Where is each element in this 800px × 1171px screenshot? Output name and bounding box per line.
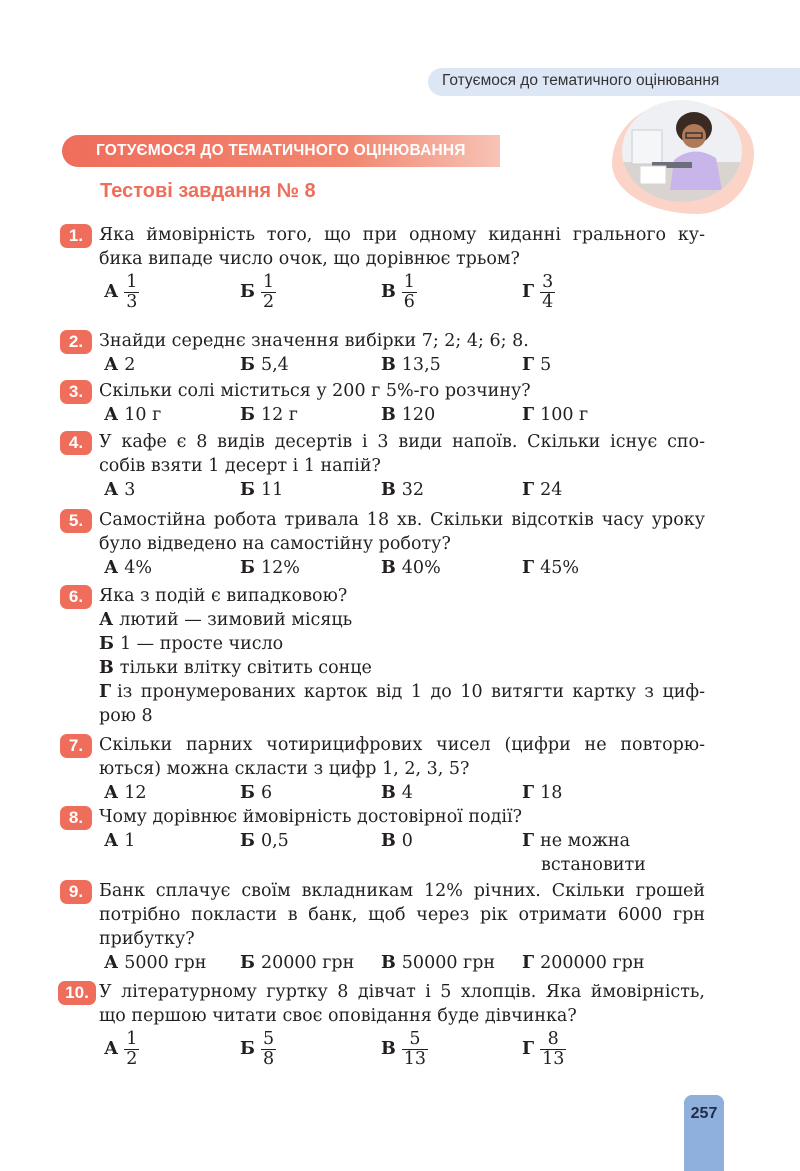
option-b — [240, 1030, 276, 1070]
option-letter: В — [381, 953, 396, 973]
option-letter: А — [99, 610, 114, 630]
option-b — [99, 634, 283, 654]
option-text: 32 — [401, 480, 425, 500]
option-letter: Г — [522, 953, 535, 973]
option-letter: В — [381, 405, 396, 425]
option-letter: Г — [522, 558, 535, 578]
option-letter: А — [104, 1039, 119, 1060]
option-letter: Б — [240, 1039, 255, 1060]
option-text: 100 г — [540, 405, 589, 425]
fraction — [261, 1030, 276, 1070]
option-letter: Г — [522, 480, 535, 500]
option-v — [381, 405, 435, 425]
question-text: Скільки солі міститься у 200 г 5%-го розчину? — [99, 381, 531, 401]
option-v — [381, 355, 441, 375]
option-a — [104, 831, 135, 851]
option-letter: Б — [240, 558, 255, 578]
option-letter: Б — [240, 355, 255, 375]
option-text: 20000 грн — [260, 953, 355, 973]
option-a — [104, 783, 147, 803]
option-text: 13,5 — [401, 355, 441, 375]
option-text: 6 — [260, 783, 273, 803]
option-v — [381, 558, 441, 578]
option-a — [104, 480, 135, 500]
question-text: Знайди середнє значення вибірки 7; 2; 4; 6; 8. — [99, 331, 529, 351]
option-text: 3 — [124, 480, 136, 500]
option-text: 0,5 — [260, 831, 289, 851]
option-g-continuation: встановити — [541, 855, 646, 875]
option-letter: В — [381, 355, 396, 375]
option-text: 0 — [401, 831, 413, 851]
option-g — [522, 405, 588, 425]
option-letter: Б — [240, 783, 255, 803]
option-letter: А — [104, 480, 119, 500]
option-letter: В — [381, 480, 396, 500]
question-number: 8. — [60, 806, 92, 830]
option-letter: Б — [240, 831, 255, 851]
numerator: 3 — [542, 272, 554, 292]
option-letter: Г — [522, 405, 535, 425]
option-a — [104, 405, 161, 425]
fraction — [402, 273, 417, 313]
option-text: 11 — [260, 480, 284, 500]
fraction — [402, 1030, 428, 1070]
option-v — [381, 480, 424, 500]
option-text: 4 — [401, 783, 413, 803]
option-text: не можна — [540, 831, 631, 851]
option-letter: А — [104, 355, 119, 375]
option-text: 2 — [124, 355, 136, 375]
option-g — [522, 355, 551, 375]
denominator: 3 — [126, 292, 138, 313]
option-v — [381, 1030, 428, 1070]
option-letter: В — [381, 831, 396, 851]
question-text: ються) можна скласти з цифр 1, 2, 3, 5? — [99, 759, 470, 779]
option-g — [522, 953, 645, 973]
numerator: 1 — [403, 272, 415, 292]
option-text: 18 — [540, 783, 563, 803]
option-text: 200000 грн — [540, 953, 645, 973]
question-number: 4. — [60, 431, 92, 455]
question-number: 2. — [60, 330, 92, 354]
option-g — [522, 480, 562, 500]
fraction — [540, 273, 555, 313]
option-letter: А — [104, 558, 119, 578]
denominator: 13 — [542, 1049, 565, 1070]
question-text: Чому дорівнює ймовірність достовірної події? — [99, 807, 522, 827]
option-a — [104, 355, 135, 375]
denominator: 2 — [262, 292, 275, 313]
option-letter: Г — [522, 783, 535, 803]
option-b — [240, 480, 283, 500]
student-photo — [622, 100, 742, 202]
question-text: Скільки парних чотирицифрових чисел (цифри не повторю- — [99, 735, 705, 755]
option-text: 4% — [124, 558, 153, 578]
option-text: 120 — [401, 405, 436, 425]
option-a — [104, 558, 152, 578]
option-b — [240, 405, 298, 425]
test-title: Тестові завдання № 8 — [100, 180, 316, 202]
option-text: 1 — просте число — [119, 634, 284, 654]
question-number: 10. — [58, 981, 96, 1005]
option-letter: Г — [522, 831, 535, 851]
option-g — [99, 682, 705, 702]
option-a — [99, 610, 352, 630]
option-letter: В — [381, 1039, 396, 1060]
question-number: 9. — [60, 880, 92, 904]
question-text: було відведено на самостійну роботу? — [99, 534, 451, 554]
option-text: 12% — [260, 558, 300, 578]
option-g-continuation: рою 8 — [99, 706, 153, 726]
numerator: 5 — [262, 1029, 275, 1049]
option-g — [522, 1030, 566, 1070]
option-letter: А — [104, 282, 119, 303]
numerator: 5 — [402, 1030, 428, 1050]
option-letter: В — [381, 558, 396, 578]
question-text: Яка ймовірність того, що при одному киданні грального ку- — [99, 225, 705, 245]
question-text: що першою читати своє оповідання буде дівчинка? — [99, 1006, 577, 1026]
option-a — [104, 273, 139, 313]
question-text: бика випаде число очок, що дорівнює трьом? — [99, 249, 520, 269]
option-letter: Г — [522, 355, 535, 375]
option-b — [240, 831, 289, 851]
option-letter: В — [381, 282, 396, 303]
question-text: Самостійна робота тривала 18 хв. Скільки відсотків часу уроку — [99, 510, 705, 530]
option-b — [240, 273, 276, 313]
option-text: тільки влітку світить сонце — [119, 658, 372, 678]
fraction — [124, 1030, 139, 1070]
option-text: 5,4 — [260, 355, 289, 375]
numerator: 1 — [126, 272, 138, 292]
question-text: У кафе є 8 видів десертів і 3 види напоїв. Скільки існує спо- — [99, 432, 705, 452]
question-number: 6. — [60, 585, 92, 609]
option-letter: Г — [522, 282, 535, 303]
option-letter: А — [104, 953, 119, 973]
option-a — [104, 953, 206, 973]
denominator: 6 — [403, 292, 415, 313]
option-text: лютий — зимовий місяць — [119, 610, 353, 630]
numerator: 1 — [126, 1029, 138, 1049]
question-text: собів взяти 1 десерт і 1 напій? — [99, 456, 381, 476]
chapter-header-tab — [428, 68, 800, 96]
option-v — [381, 953, 495, 973]
option-g — [522, 831, 630, 851]
question-text: прибутку? — [99, 929, 195, 949]
option-letter: Г — [522, 1039, 535, 1060]
question-text: У літературному гуртку 8 дівчат і 5 хлопців. Яка ймовірність, — [99, 982, 705, 1002]
option-letter: Б — [240, 953, 255, 973]
option-g — [522, 558, 579, 578]
option-text: 5 — [540, 355, 552, 375]
option-v — [99, 658, 372, 678]
option-text: 24 — [540, 480, 563, 500]
option-letter: А — [104, 405, 119, 425]
fraction — [540, 1030, 566, 1070]
option-letter: Б — [240, 480, 255, 500]
option-a — [104, 1030, 139, 1070]
denominator: 4 — [542, 292, 554, 313]
question-number: 1. — [60, 224, 92, 248]
option-letter: А — [104, 783, 119, 803]
page-number-tab — [684, 1095, 724, 1171]
option-g — [522, 273, 555, 313]
denominator: 8 — [262, 1049, 275, 1070]
option-g — [522, 783, 562, 803]
option-b — [240, 783, 272, 803]
fraction — [261, 273, 276, 313]
question-text: Банк сплачує своїм вкладникам 12% річних. Скільки грошей — [99, 881, 705, 901]
option-letter: Б — [240, 282, 255, 303]
option-letter: Б — [240, 405, 255, 425]
option-text: 1 — [124, 831, 136, 851]
question-text: Яка з подій є випадковою? — [99, 586, 348, 606]
question-number: 5. — [60, 509, 92, 533]
option-text: 40% — [401, 558, 441, 578]
option-text: 12 г — [260, 405, 298, 425]
page-number: 257 — [690, 1105, 718, 1122]
numerator: 8 — [540, 1030, 566, 1050]
denominator: 13 — [403, 1049, 427, 1070]
option-text: 50000 грн — [401, 953, 496, 973]
option-b — [240, 355, 289, 375]
option-text: 10 г — [124, 405, 162, 425]
option-text: 5000 грн — [124, 953, 207, 973]
denominator: 2 — [126, 1049, 138, 1070]
option-letter: В — [99, 658, 114, 678]
option-letter: В — [381, 783, 396, 803]
question-number: 7. — [60, 734, 92, 758]
numerator: 1 — [262, 272, 275, 292]
option-v — [381, 831, 413, 851]
option-v — [381, 273, 417, 313]
fraction — [124, 273, 139, 313]
question-text: потрібно покласти в банк, щоб через рік отримати 6000 грн — [99, 905, 705, 925]
option-letter: А — [104, 831, 119, 851]
section-banner — [62, 135, 500, 167]
banner-title: ГОТУЄМОСЯ ДО ТЕМАТИЧНОГО ОЦІНЮВАННЯ — [96, 142, 466, 159]
option-text: 45% — [540, 558, 579, 578]
option-v — [381, 783, 413, 803]
option-letter: Г — [99, 682, 112, 702]
option-letter: Б — [99, 634, 114, 654]
option-text: із пронумерованих карток від 1 до 10 витягти картку з циф- — [117, 682, 705, 702]
option-b — [240, 953, 354, 973]
option-text: 12 — [124, 783, 147, 803]
option-b — [240, 558, 300, 578]
chapter-header-label: Готуємося до тематичного оцінювання — [442, 72, 720, 89]
question-number: 3. — [60, 380, 92, 404]
